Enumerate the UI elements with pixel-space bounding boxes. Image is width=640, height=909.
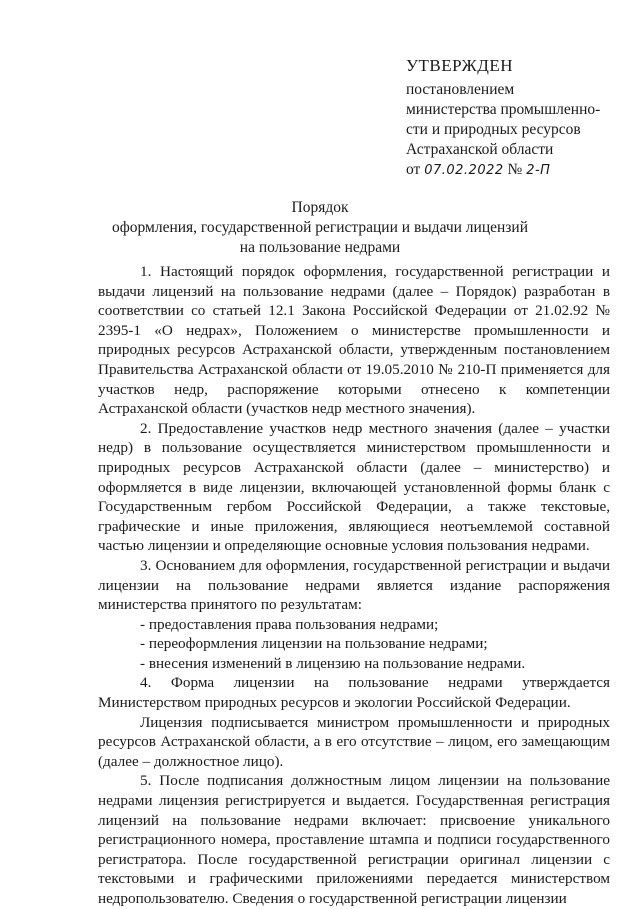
approval-line: министерства промышленно-	[406, 101, 601, 118]
paragraph: 5. После подписания должностным лицом лицензии на пользование недрами лицензия регистрируется и выдается. Государственная регистрация лицензий на пользование недрами включает: присвоение уникального регистрационного номера, проставление штампа и подписи государственного регистратора. После государственной регистрации оригинал лицензии с текстовыми и графическими приложениями передается министерством недропользователю. Сведения о государственной регистрации лицензии	[98, 772, 610, 907]
paragraph: 4. Форма лицензии на пользование недрами утверждается Министерством природных ресурсов и экологии Российской Федерации.	[98, 674, 610, 712]
title-line: оформления, государственной регистрации и выдачи лицензий	[111, 219, 529, 236]
list-item: - предоставления права пользования недрами;	[140, 615, 439, 633]
paragraph: Лицензия подписывается министром промышленности и природных ресурсов Астраханской области, а в его отсутствие – лицом, его замещающим (далее – должностное лицо).	[98, 713, 610, 770]
document-body	[98, 262, 610, 909]
paragraph: 2. Предоставление участков недр местного значения (далее – участки недр) в пользование осуществляется министерством промышленности и природных ресурсов Астраханской области (далее – министерство) и оформляется в виде лицензии, включающей установленной формы бланк с Государственным гербом Российской Федерации, а также текстовые, графические и иные приложения, являющиеся неотъемлемой составной частью лицензии и определяющие основные условия пользования недрами.	[98, 419, 610, 555]
handwritten-date: 07.02.2022	[424, 163, 504, 178]
approval-date-line	[406, 160, 616, 181]
approval-line: сти и природных ресурсов	[406, 121, 581, 138]
number-sign: №	[507, 161, 523, 178]
paragraph: 1. Настоящий порядок оформления, государственной регистрации и выдачи лицензий на пользование недрами (далее – Порядок) разработан в соответствии со статьей 12.1 Закона Российской Федерации от 21.02.92 № 2395-1 «О недрах», Положением о министерстве промышленности и природных ресурсов Астраханской области, утвержденным постановлением Правительства Астраханской области от 19.05.2010 № 210-П применяется для участков недр, распоряжение которыми отнесено к компетенции Астраханской области (участков недр местного значения).	[98, 263, 610, 418]
title-line: Порядок	[291, 199, 349, 216]
approval-line: постановлением	[406, 81, 515, 98]
date-prefix: от	[406, 161, 421, 178]
list-item: - переоформления лицензии на пользование недрами;	[140, 635, 488, 653]
approval-line: Астраханской области	[406, 141, 554, 158]
approval-heading: УТВЕРЖДЕН	[406, 56, 513, 75]
document-title	[110, 198, 530, 258]
handwritten-number: 2-П	[526, 163, 551, 178]
title-line: на пользование недрами	[239, 239, 401, 256]
list-item: - внесения изменений в лицензию на пользование недрами.	[140, 654, 526, 672]
approval-stamp-block	[406, 56, 616, 181]
paragraph: 3. Основанием для оформления, государственной регистрации и выдачи лицензии на пользование недрами является издание распоряжения министерства принятого по результатам:	[98, 556, 610, 614]
